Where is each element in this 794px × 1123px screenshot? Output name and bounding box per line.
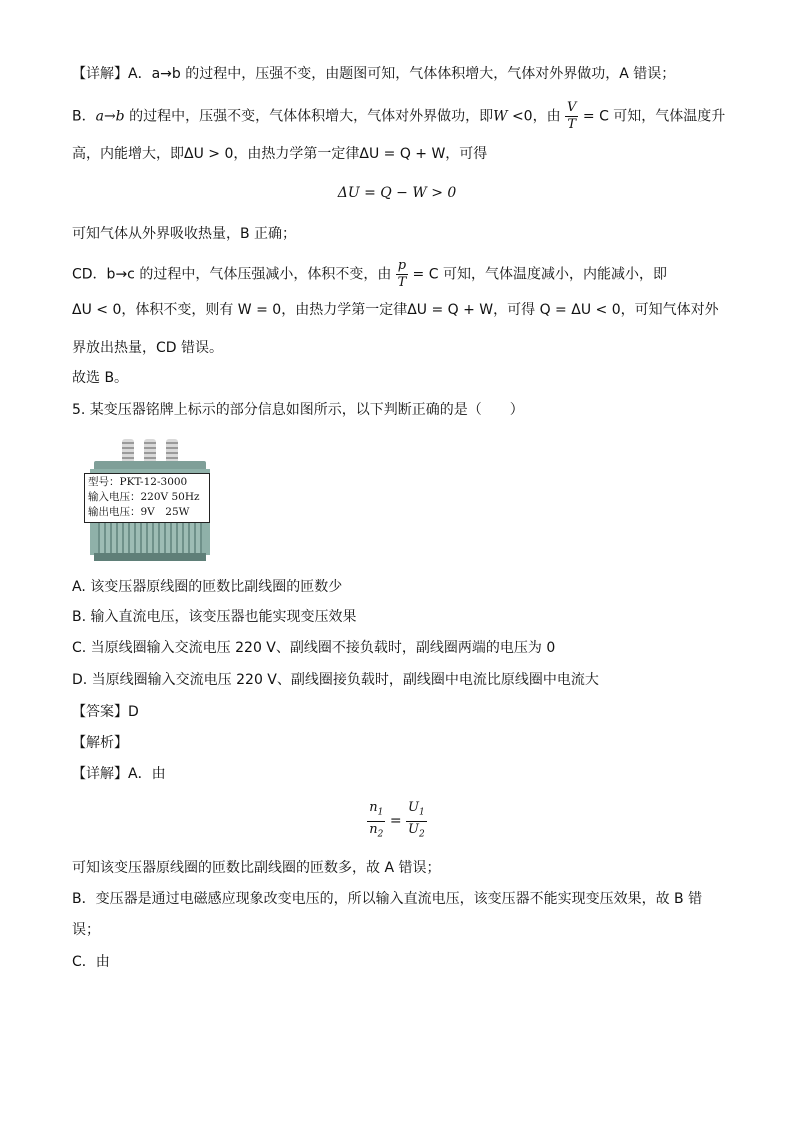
nameplate <box>84 473 210 523</box>
transformer-base <box>94 553 206 561</box>
fraction: $\frac{n_1}{n_2}$ <box>369 800 384 840</box>
text-line: 误； <box>72 922 100 938</box>
option-a: A. 该变压器原线圈的匝数比副线圈的匝数少 <box>72 579 343 595</box>
option-d: D. 当原线圈输入交流电压 220 V、副线圈接负载时，副线圈中电流比原线圈中电流大 <box>72 672 599 688</box>
text-line: CD．b→c 的过程中，气体压强减小，体积不变，由 $\frac{p}{T}$ = C 可知，气体温度减小，内能减小，即 <box>72 258 667 290</box>
text-line: 界放出热量，CD 错误。 <box>72 340 224 356</box>
text-line: B．a→b 的过程中，压强不变，气体体积增大，气体对外界做功，即W <0，由 $\frac{V}{T}$ = C 可知，气体温度升 <box>72 100 726 132</box>
analysis-heading: 【解析】 <box>72 735 128 751</box>
text-line: 【详解】A．由 <box>72 766 166 782</box>
bushing <box>144 439 156 463</box>
text-line: 【详解】A．a→b 的过程中，压强不变，由题图可知，气体体积增大，气体对外界做功，A 错误； <box>72 66 676 82</box>
nameplate-output: 输出电压：9V 25W <box>88 506 190 518</box>
equation: ΔU = Q − W > 0 <box>337 185 457 201</box>
bushing <box>166 439 178 463</box>
text-line: 可知该变压器原线圈的匝数比副线圈的匝数多，故 A 错误； <box>72 860 441 876</box>
bushing <box>122 439 134 463</box>
nameplate-model: 型号：PKT-12-3000 <box>88 476 188 488</box>
fraction: $\frac{p}{T}$ <box>397 258 407 290</box>
text-line: 故选 B。 <box>72 370 129 386</box>
cooling-fins <box>98 517 202 557</box>
fraction: $\frac{U_1}{U_2}$ <box>408 800 425 840</box>
question-stem: 5. 某变压器铭牌上标示的部分信息如图所示，以下判断正确的是（ ） <box>72 402 524 418</box>
equation: $\frac{n_1}{n_2}$ = $\frac{U_1}{U_2}$ <box>0 800 794 842</box>
fraction: $\frac{V}{T}$ <box>567 100 577 132</box>
nameplate-input: 输入电压：220V 50Hz <box>88 491 200 503</box>
text-line: 可知气体从外界吸收热量，B 正确； <box>72 226 297 242</box>
text-line: 高，内能增大，即ΔU > 0，由热力学第一定律ΔU = Q + W，可得 <box>72 146 488 162</box>
text-line: B．变压器是通过电磁感应现象改变电压的，所以输入直流电压，该变压器不能实现变压效果，故 B 错 <box>72 891 703 907</box>
transformer-image <box>84 433 216 565</box>
option-c: C. 当原线圈输入交流电压 220 V、副线圈不接负载时，副线圈两端的电压为 0 <box>72 640 556 656</box>
text-line: C．由 <box>72 954 110 970</box>
option-b: B. 输入直流电压，该变压器也能实现变压效果 <box>72 609 357 625</box>
answer: 【答案】D <box>72 704 139 720</box>
text-line: ΔU < 0，体积不变，则有 W = 0，由热力学第一定律ΔU = Q + W，可得 Q = ΔU < 0，可知气体对外 <box>72 302 719 318</box>
